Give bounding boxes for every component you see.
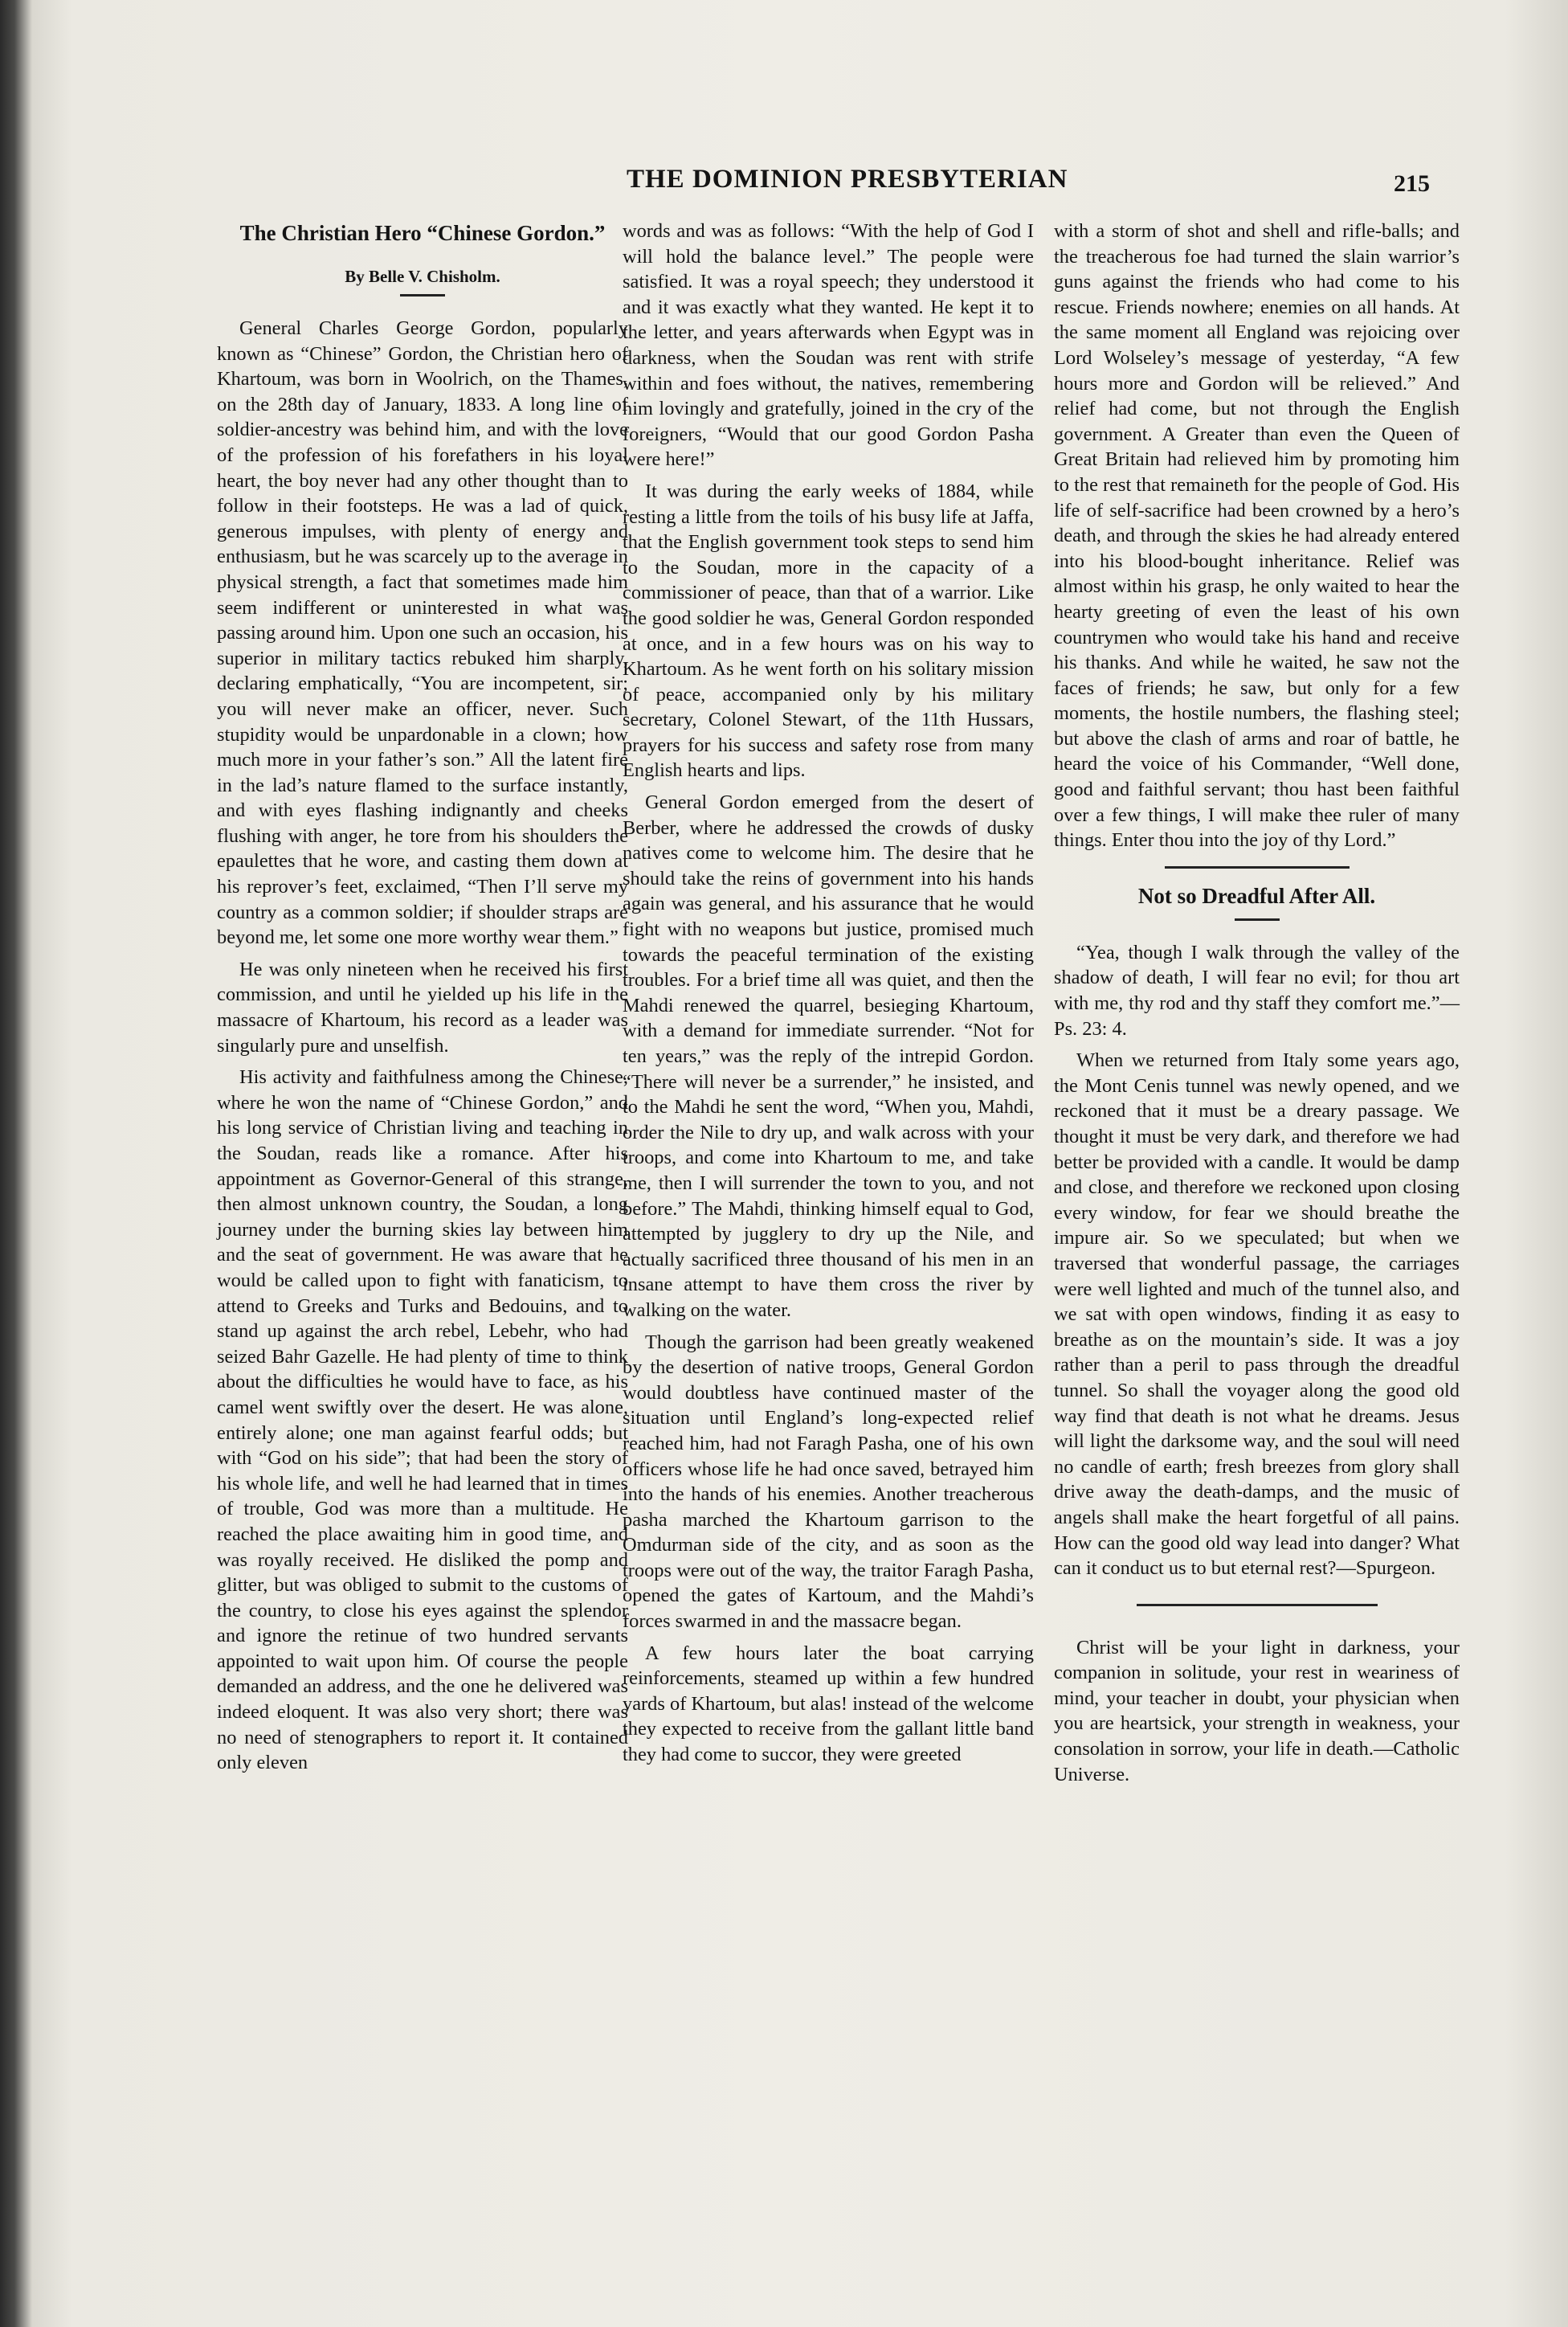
title-rule <box>1235 918 1280 921</box>
paragraph: with a storm of shot and shell and rifle-balls; and the treacherous foe had turned the slain warrior’s guns against the friends who had come to his rescue. Friends nowhere; enemies on all hands. At the same moment all England was rejoicing over Lord Wolseley’s message of yesterday, “A few hours more and Gordon will be relieved.” And relief had come, but not through the English government. A Greater than even the Queen of Great Britain had relieved him by promoting him to the rest that remaineth for the people of God. His life of self-sacrifice had been crowned by a hero’s death, and through the skies he had already entered into his blood-bought inheritance. Relief was almost within his grasp, he only waited to hear the hearty greeting of even the least of his own countrymen who would take his hand and receive his thanks. And while he waited, he saw not the faces of friends; he saw, but only for a few moments, the hostile numbers, the flashing steel; but above the clash of arms and roar of battle, he heard the voice of his Commander, “Well done, good and faithful servant; thou hast been faithful over a few things, I will make thee ruler of many things. Enter thou into the joy of thy Lord.” <box>1054 220 1460 852</box>
paragraph: His activity and faithfulness among the Chinese, where he won the name of “Chinese Gordon,” and his long service of Christian living and teaching in the Soudan, reads like a romance. After his appointment as Governor-General of this strange, then almost unknown country, the Soudan, a long journey under the burning skies lay between him and the seat of government. He was aware that he would be called upon to fight with fanaticism, to attend to Greeks and Turks and Bedouins, and to stand up against the arch rebel, Lebehr, who had seized Bahr Gazelle. He had plenty of time to think about the difficulties he would have to face, as his camel went swiftly over the desert. He was alone, entirely alone; one man against fearful odds; but with “God on his side”; that had been the story of his whole life, and well he had learned that in times of trouble, God was more than a multitude. He reached the place awaiting him in good time, and was royally received. He disliked the pomp and glitter, but was obliged to submit to the customs of the country, to close his eyes against the splendor and ignore the retinue of two hundred servants appointed to wait upon him. Of course the people demanded an address, and the one he delivered was indeed eloquent. It was also very short; there was no need of stenographers to report it. It contained only eleven <box>217 1066 628 1774</box>
title-rule <box>400 294 445 296</box>
section-divider <box>1165 866 1350 869</box>
paragraph: Christ will be your light in darkness, your companion in solitude, your rest in weariness of mind, your teacher in doubt, your physician when you are heartsick, your strength in weakness, your consolation in sorrow, your life in death.—Catholic Universe. <box>1054 1636 1460 1785</box>
paragraph: “Yea, though I walk through the valley of the shadow of death, I will fear no evil; for thou art with me, thy rod and thy staff they comfort me.”—Ps. 23: 4. <box>1054 941 1460 1040</box>
paragraph: It was during the early weeks of 1884, while resting a little from the toils of his busy life at Jaffa, that the English government took steps to send him to the Soudan, more in the capacity of a commissioner of peace, than that of a warrior. Like the good soldier he was, General Gordon responded at once, and in a few hours was on his way to Khartoum. As he went forth on his solitary mission of peace, accompanied only by his military secretary, Colonel Stewart, of the 11th Hussars, prayers for his success and safety rose from many English hearts and lips. <box>623 480 1034 782</box>
paragraph: General Charles George Gordon, popularly known as “Chinese” Gordon, the Christian hero of Khartoum, was born in Woolrich, on the Thames, on the 28th day of January, 1833. A long line of soldier-ancestry was behind him, and with the love of the profession of his forefathers in his loyal heart, the boy never had any other thought than to follow in their footsteps. He was a lad of quick, generous impulses, with plenty of energy and enthusiasm, but he was scarcely up to the average in physical strength, a fact that sometimes made him seem indifferent or uninterested in what was passing around him. Upon one such an occasion, his superior in military tactics rebuked him sharply, declaring emphatically, “You are incompetent, sir; you will never make an officer, never. Such stupidity would be unpardonable in a clown; how much more in your father’s son.” All the latent fire in the lad’s nature flamed to the surface instantly, and with eyes flashing indignantly and cheeks flushing with anger, he tore from his shoulders the epaulettes that he wore, and casting them down at his reprover’s feet, exclaimed, “Then I’ll serve my country as a common soldier; if shoulder straps are beyond me, let some one more worthy wear them.” <box>217 317 628 949</box>
paragraph: When we returned from Italy some years ago, the Mont Cenis tunnel was newly opened, and we reckoned that it must be a dreary passage. We thought it must be very dark, and therefore we had better be provided with a candle. It would be damp and close, and therefore we reckoned upon closing every window, for fear we should breathe the impure air. So we speculated; but when we traversed that wonderful passage, the carriages were well lighted and much of the tunnel also, and we sat with open windows, finding it as easy to breathe as on the mountain’s side. It was a joy rather than a peril to pass through the dreadful tunnel. So shall the voyager along the good old way find that death is not what he dreams. Jesus will light the darksome way, and the soul will need no candle of earth; fresh breezes from glory shall drive away the death-damps, and the music of angels shall make the heart forgetful of all pains. How can the good old way lead into danger? What can it conduct us to but eternal rest?—Spurgeon. <box>1054 1049 1460 1580</box>
article-title-gordon: The Christian Hero “Chinese Gordon.” <box>239 221 606 245</box>
column-1 <box>217 219 628 1776</box>
section-divider <box>1137 1604 1378 1606</box>
paragraph: He was only nineteen when he received his first commission, and until he yielded up his life in the massacre of Khartoum, his record as a leader was singularly pure and unselfish. <box>217 958 628 1057</box>
byline: By Belle V. Chisholm. <box>345 267 500 286</box>
article-title-not-so-dreadful: Not so Dreadful After All. <box>1137 883 1376 908</box>
column-3 <box>1054 219 1460 1787</box>
paragraph: General Gordon emerged from the desert of Berber, where he addressed the crowds of dusky natives come to welcome him. The desire that he should take the reins of government into his hands again was general, and his assurance that he would fight with no weapons but justice, promised much towards the peaceful termination of the existing troubles. For a brief time all was quiet, and then the Mahdi renewed the quarrel, besieging Khartoum, with a demand for immediate surrender. “Not for ten years,” was the reply of the intrepid Gordon. “There will never be a surrender,” he insisted, and to the Mahdi he sent the word, “When you, Mahdi, order the Nile to dry up, and walk across with your troops, and come into Khartoum to me, and take me, then I will surrender the town to you, and not before.” The Mahdi, thinking himself equal to God, attempted by jugglery to dry up the Nile, and actually sacrificed three thousand of his men in an insane attempt to have them cross the river by walking on the water. <box>623 791 1034 1321</box>
running-header: THE DOMINION PRESBYTERIAN <box>627 165 1068 194</box>
paragraph: A few hours later the boat carrying reinforcements, steamed up within a few hundred yards of Khartoum, but alas! instead of the welcome they expected to receive from the gallant little band they had come to succor, they were greeted <box>623 1642 1034 1766</box>
paragraph: Though the garrison had been greatly weakened by the desertion of native troops, General Gordon would doubtless have continued master of the situation until England’s long-expected relief reached him, had not Faragh Pasha, one of his own officers whose life he had once saved, betrayed him into the hands of his enemies. Another treacherous pasha marched the Khartoum garrison to the Omdurman side of the city, and as soon as the troops were out of the way, the traitor Faragh Pasha, opened the gates of Kartoum, and the Mahdi’s forces swarmed in and the massacre began. <box>623 1331 1034 1633</box>
column-2 <box>623 219 1034 1768</box>
paragraph: words and was as follows: “With the help of God I will hold the balance level.” The people were satisfied. It was a royal speech; they understood it and it was exactly what they wanted. He kept it to the letter, and years afterwards when Egypt was in darkness, when the Soudan was rent with strife within and foes without, the natives, remembering him lovingly and gratefully, joined in the cry of the foreigners, “Would that our good Gordon Pasha were here!” <box>623 220 1034 471</box>
page-number: 215 <box>1394 170 1430 197</box>
